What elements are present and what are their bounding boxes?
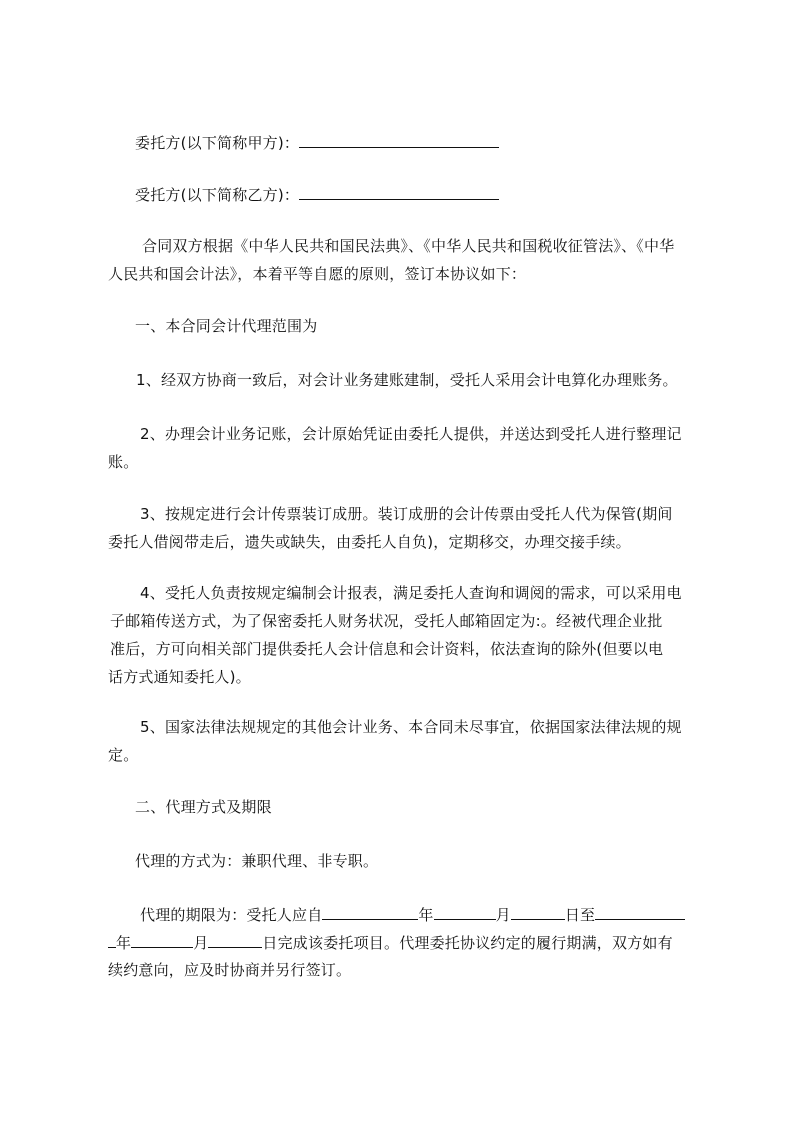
period-line-2 [108, 932, 688, 953]
intro-line-1: 合同双方根据《中华人民共和国民法典》、《中华人民共和国税收征管法》、《中华 [142, 237, 675, 255]
party-a-label: 委托方(以下简称甲方)： [135, 134, 300, 152]
party-b-label: 受托方(以下简称乙方)： [135, 186, 300, 204]
party-a-row [135, 132, 715, 153]
section1-heading: 一、本合同会计代理范围为 [135, 317, 318, 335]
party-b-blank[interactable] [299, 184, 499, 200]
item-4-line-2: 子邮箱传送方式，为了保密委托人财务状况，受托人邮箱固定为:。经被代理企业批 [110, 612, 663, 630]
end-day-blank[interactable] [208, 932, 262, 948]
item-3-line-2: 委托人借阅带走后，遗失或缺失，由委托人自负)，定期移交，办理交接手续。 [108, 533, 631, 551]
start-year-blank[interactable] [322, 904, 418, 920]
end-month-blank[interactable] [131, 932, 193, 948]
intro-line-2: 人民共和国会计法》，本着平等自愿的原则，签订本协议如下： [108, 265, 527, 283]
period-prefix: 代理的期限为：受托人应自 [140, 906, 323, 924]
item-2-line-1: 2、办理会计业务记账，会计原始凭证由委托人提供，并送达到受托人进行整理记 [140, 425, 682, 443]
item-1: 1、经双方协商一致后，对会计业务建账建制，受托人采用会计电算化办理账务。 [136, 371, 678, 389]
item-4-line-4: 话方式通知委托人)。 [108, 668, 251, 686]
start-month-blank[interactable] [434, 904, 496, 920]
item-5-line-1: 5、国家法律法规规定的其他会计业务、本合同未尽事宜，依据国家法律法规的规 [140, 718, 682, 736]
end-year-blank-part1[interactable] [595, 904, 685, 920]
agency-mode: 代理的方式为：兼职代理、非专职。 [135, 852, 379, 870]
period-line-1 [140, 904, 720, 925]
start-day-blank[interactable] [511, 904, 565, 920]
item-4-line-3: 准后，方可向相关部门提供委托人会计信息和会计资料，依法查询的除外(但要以电 [110, 640, 664, 658]
party-a-blank[interactable] [299, 132, 499, 148]
day-end-text: 日完成该委托项目。代理委托协议约定的履行期满，双方如有 [262, 934, 673, 952]
renewal-line: 续约意向，应及时协商并另行签订。 [108, 961, 352, 979]
item-5-line-2: 定。 [108, 746, 139, 764]
section2-heading: 二、代理方式及期限 [135, 798, 272, 816]
day-to-label: 日至 [564, 906, 596, 924]
item-2-line-2: 账。 [108, 453, 139, 471]
end-year-blank-part2[interactable] [108, 932, 116, 948]
end-month-label: 月 [193, 934, 209, 952]
party-b-row [135, 184, 715, 205]
month-label: 月 [495, 906, 511, 924]
year-label: 年 [418, 906, 434, 924]
end-year-label: 年 [116, 934, 132, 952]
item-3-line-1: 3、按规定进行会计传票装订成册。装订成册的会计传票由受托人代为保管(期间 [140, 505, 673, 523]
item-4-line-1: 4、受托人负责按规定编制会计报表，满足委托人查询和调阅的需求，可以采用电 [140, 584, 682, 602]
